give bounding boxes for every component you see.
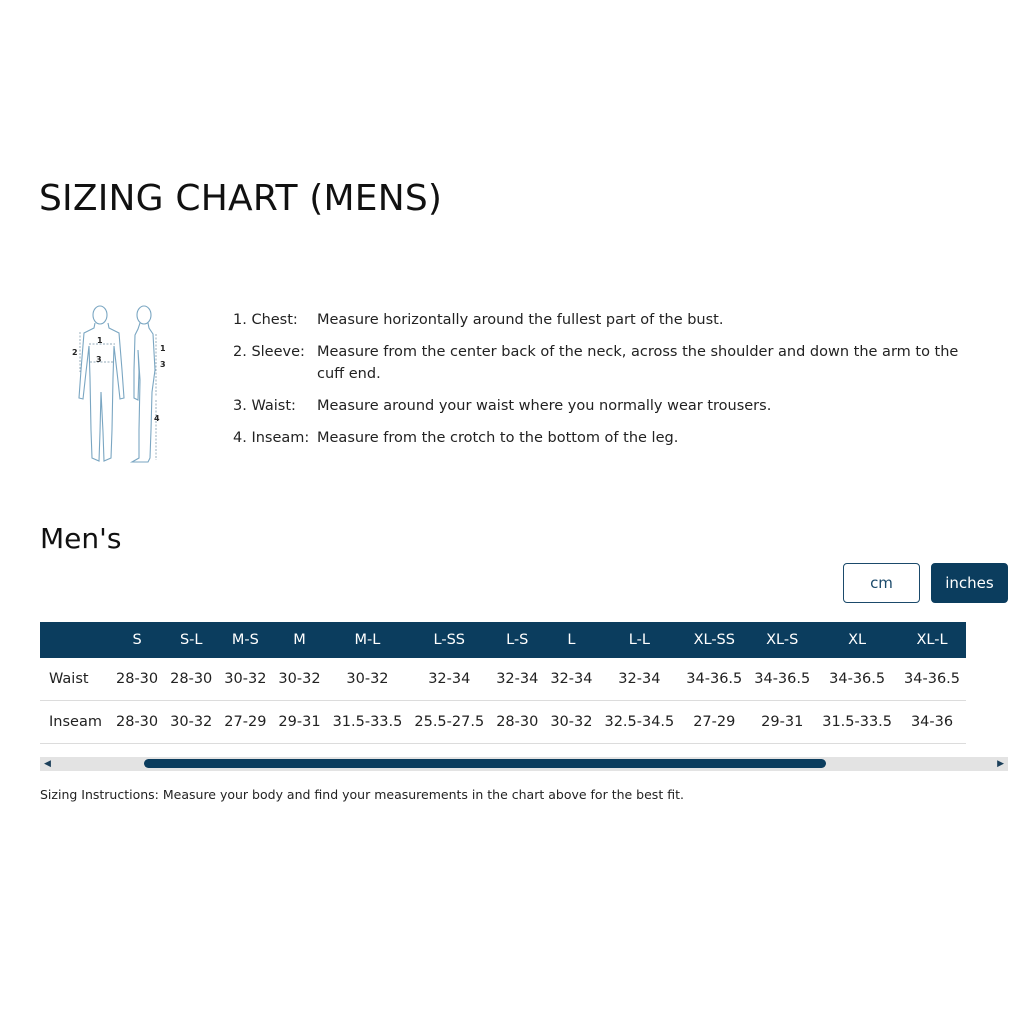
header-cell: XL-S [766,632,799,648]
table-cell: 34-36 [898,701,966,744]
figure-label-waist-side: 3 [160,360,166,369]
table-cell: 29-31 [272,701,326,744]
scrollbar-thumb[interactable] [144,759,826,768]
body-measurement-figure [72,300,172,466]
table-cell: 30-32 [218,658,272,701]
table-cell: 30-32 [544,701,598,744]
header-cell: S [132,632,142,648]
row-label: Waist [40,658,110,701]
header-cell: XL-L [916,632,948,648]
measurement-label: 1. Chest: [233,312,298,328]
table-cell: 28-30 [110,701,164,744]
table-cell: 32.5-34.5 [598,701,680,744]
table-cell: 27-29 [218,701,272,744]
table-cell: 34-36.5 [898,658,966,701]
figure-label-inseam: 4 [154,414,160,423]
table-cell: 28-30 [164,658,218,701]
measurement-label: 4. Inseam: [233,430,310,446]
table-cell: 34-36.5 [816,658,898,701]
table-cell: 25.5-27.5 [408,701,490,744]
header-cell [40,622,110,658]
header-cell: M-L [354,632,381,648]
measurement-label: 3. Waist: [233,398,296,414]
sizing-instructions: Sizing Instructions: Measure your body and find your measurements in the chart above for the best fit. [40,787,684,802]
header-cell: XL-SS [693,632,735,648]
table-cell: 34-36.5 [680,658,748,701]
scroll-left-arrow-icon[interactable]: ◀ [44,759,51,769]
row-label: Inseam [40,701,110,744]
measurement-instructions [233,309,973,459]
measurement-description: Measure horizontally around the fullest part of the bust. [317,312,724,328]
size-table [40,622,966,744]
table-cell: 29-31 [748,701,816,744]
header-cell: L [567,632,576,648]
unit-inches-button[interactable]: inches [931,563,1008,603]
table-row [40,658,966,701]
table-cell: 34-36.5 [748,658,816,701]
table-cell: 28-30 [490,701,544,744]
measurement-label: 2. Sleeve: [233,344,305,360]
header-cell: M-S [231,632,259,648]
header-cell: L-L [628,632,650,648]
section-title: Men's [40,522,122,555]
table-cell: 28-30 [110,658,164,701]
measurement-waist [233,395,973,417]
table-cell: 32-34 [598,658,680,701]
figure-label-chest-side: 1 [160,344,166,353]
body-measurement-illustration [72,300,172,466]
table-cell: 32-34 [408,658,490,701]
table-cell: 31.5-33.5 [816,701,898,744]
unit-cm-button[interactable]: cm [843,563,920,603]
measurement-description: Measure around your waist where you normally wear trousers. [317,398,772,414]
figure-label-chest: 1 [97,336,103,345]
table-cell: 31.5-33.5 [327,701,409,744]
table-row [40,701,966,744]
scroll-right-arrow-icon[interactable]: ▶ [997,759,1004,769]
header-cell: L-S [506,632,529,648]
table-cell: 30-32 [272,658,326,701]
table-cell: 27-29 [680,701,748,744]
measurement-sleeve [233,341,973,385]
table-cell: 32-34 [490,658,544,701]
measurement-description: Measure from the crotch to the bottom of the leg. [317,430,679,446]
header-cell: M [293,632,306,648]
table-cell: 30-32 [327,658,409,701]
header-cell: XL [848,632,867,648]
measurement-inseam [233,427,973,449]
figure-label-sleeve: 2 [72,348,78,357]
figure-label-waist: 3 [96,355,102,364]
table-cell: 30-32 [164,701,218,744]
table-cell: 32-34 [544,658,598,701]
header-cell: L-SS [433,632,466,648]
page-title: SIZING CHART (MENS) [39,178,443,219]
header-cell: S-L [179,632,203,648]
table-header-row [40,622,966,658]
size-table-container[interactable] [40,622,1008,744]
measurement-description: Measure from the center back of the neck, across the shoulder and down the arm to the cuff end. [317,344,959,382]
horizontal-scrollbar[interactable] [40,757,1008,771]
measurement-chest [233,309,973,331]
